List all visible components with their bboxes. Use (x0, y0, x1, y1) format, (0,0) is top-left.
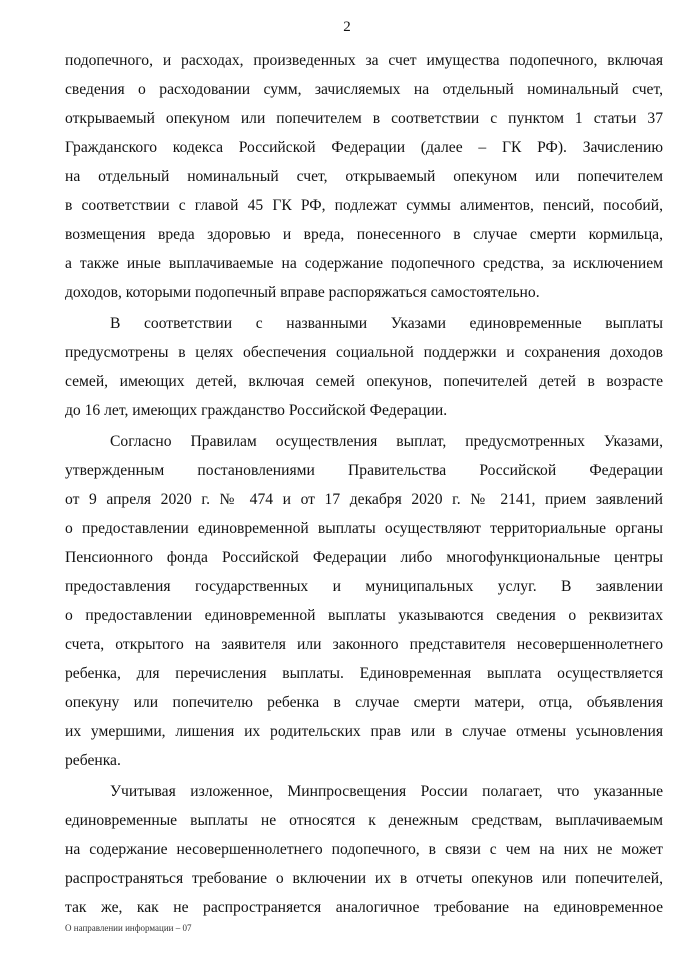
text-line: семей, имеющих детей, включая семей опекунов, попечителей детей в возрасте (65, 373, 663, 390)
text-line: Учитывая изложенное, Минпросвещения России полагает, что указанные (110, 783, 663, 800)
text-line: подопечного, и расходах, произведенных за счет имущества подопечного, включая (65, 52, 663, 69)
text-line: предоставления государственных и муниципальных услуг. В заявлении (65, 578, 663, 595)
text-line: на содержание несовершеннолетнего подопечного, в связи с чем на них не может (65, 841, 663, 858)
text-line: на отдельный номинальный счет, открываемый опекуном или попечителем (65, 168, 663, 185)
footer-note: О направлении информации – 07 (65, 923, 192, 933)
text-line: распространяться требование о включении их в отчеты опекунов или попечителей, (65, 870, 663, 887)
text-line: так же, как не распространяется аналогичное требование на единовременное (65, 899, 663, 916)
text-line: Гражданского кодекса Российской Федерации (далее – ГК РФ). Зачислению (65, 139, 663, 156)
text-line: предусмотрены в целях обеспечения социальной поддержки и сохранения доходов (65, 344, 663, 361)
page-number: 2 (343, 19, 351, 35)
paragraph (65, 46, 663, 307)
text-line: Пенсионного фонда Российской Федерации либо многофункциональные центры (65, 549, 663, 566)
text-line: ребенка, для перечисления выплаты. Единовременная выплата осуществляется (65, 665, 663, 682)
text-line: о предоставлении единовременной выплаты указываются сведения о реквизитах (65, 607, 663, 624)
text-line: до 16 лет, имеющих гражданство Российской Федерации. (65, 402, 448, 419)
text-line: а также иные выплачиваемые на содержание подопечного средства, за исключением (65, 255, 663, 272)
text-line: утвержденным постановлениями Правительства Российской Федерации (65, 462, 663, 479)
text-line: о предоставлении единовременной выплаты осуществляют территориальные органы (65, 520, 663, 537)
document-body (65, 46, 663, 922)
paragraph (65, 427, 663, 775)
text-line: единовременные выплаты не относятся к денежным средствам, выплачиваемым (65, 812, 663, 829)
text-line: счета, открытого на заявителя или законного представителя несовершеннолетнего (65, 636, 663, 653)
text-line: доходов, которыми подопечный вправе распоряжаться самостоятельно. (65, 284, 540, 301)
text-line: открываемый опекуном или попечителем в соответствии с пунктом 1 статьи 37 (65, 110, 663, 127)
text-line: возмещения вреда здоровью и вреда, понесенного в случае смерти кормильца, (65, 226, 663, 243)
text-line: опекуну или попечителю ребенка в случае смерти матери, отца, объявления (65, 694, 663, 711)
text-line: в соответствии с главой 45 ГК РФ, подлежат суммы алиментов, пенсий, пособий, (65, 197, 663, 214)
paragraph (65, 777, 663, 922)
text-line: Согласно Правилам осуществления выплат, предусмотренных Указами, (110, 433, 663, 450)
text-line: их умершими, лишения их родительских прав или в случае отмены усыновления (65, 723, 663, 740)
text-line: сведения о расходовании сумм, зачисляемых на отдельный номинальный счет, (65, 81, 663, 98)
text-line: В соответствии с названными Указами единовременные выплаты (110, 315, 663, 332)
paragraph (65, 309, 663, 425)
text-line: ребенка. (65, 752, 121, 769)
text-line: от 9 апреля 2020 г. № 474 и от 17 декабря 2020 г. № 2141, прием заявлений (65, 491, 663, 508)
